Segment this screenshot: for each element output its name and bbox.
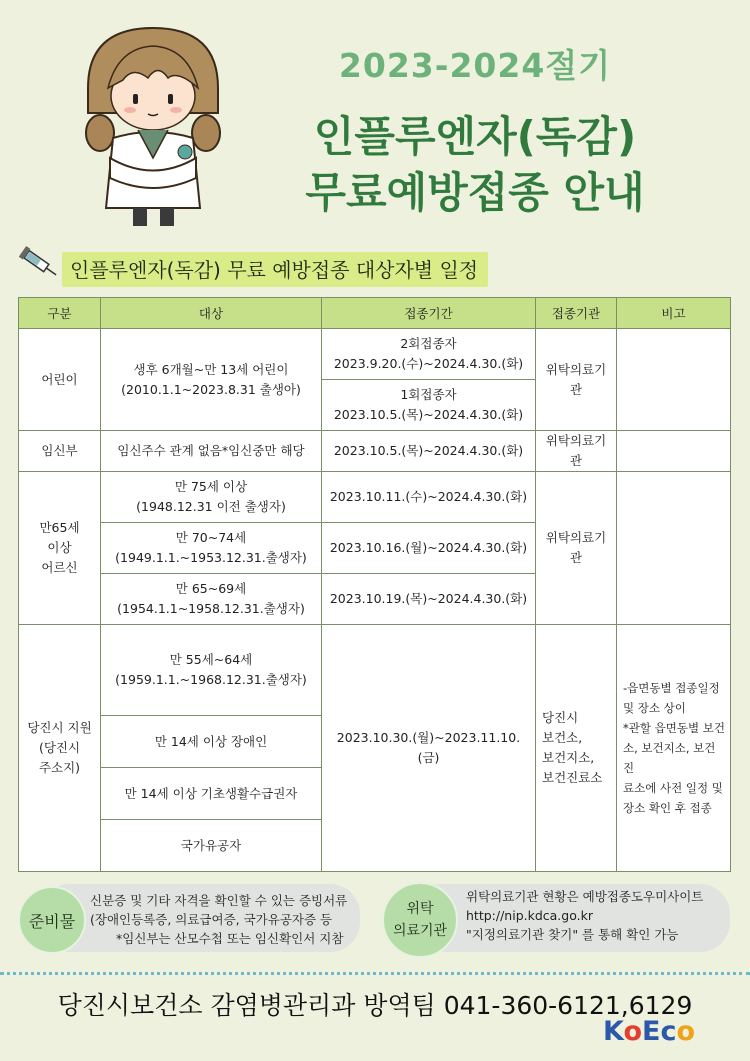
institution-line: 보건진료소 xyxy=(542,770,603,785)
header-note: 비고 xyxy=(617,298,731,329)
target-children xyxy=(101,329,322,431)
target-senior-75 xyxy=(101,472,322,523)
note-dangjin xyxy=(617,625,731,872)
consign-url[interactable]: http://nip.kdca.go.kr xyxy=(466,908,593,923)
consign-badge xyxy=(382,882,458,958)
target-dangjin-disabled: 만 14세 이상 장애인 xyxy=(101,716,322,768)
table-row xyxy=(19,431,731,472)
note-line: 및 장소 상이 xyxy=(623,701,686,715)
category-line: 이상 xyxy=(47,540,72,555)
header-target: 대상 xyxy=(101,298,322,329)
note-pregnant xyxy=(617,431,731,472)
target-dangjin-welfare: 만 14세 이상 기초생활수급권자 xyxy=(101,768,322,820)
institution-dangjin xyxy=(536,625,617,872)
section-heading: 인플루엔자(독감) 무료 예방접종 대상자별 일정 xyxy=(62,252,488,287)
target-line: (1948.12.31 이전 출생자) xyxy=(136,499,286,514)
note-line: -읍면동별 접종일정 xyxy=(623,681,720,695)
schedule-table xyxy=(18,297,731,872)
prep-badge: 준비물 xyxy=(18,886,86,954)
period-senior-65: 2023.10.19.(목)~2024.4.30.(화) xyxy=(322,574,536,625)
table-row xyxy=(19,625,731,716)
institution-children: 위탁의료기관 xyxy=(536,329,617,431)
table-header-row xyxy=(19,298,731,329)
table-row xyxy=(19,329,731,380)
target-line: 생후 6개월~만 13세 어린이 xyxy=(133,361,289,377)
target-line: (2010.1.1~2023.8.31 출생아) xyxy=(121,381,301,397)
category-children: 어린이 xyxy=(19,329,101,431)
note-children xyxy=(617,329,731,431)
period-pregnant: 2023.10.5.(목)~2024.4.30.(화) xyxy=(322,431,536,472)
institution-pregnant: 위탁의료기관 xyxy=(536,431,617,472)
institution-line: 보건지소, xyxy=(542,750,595,765)
target-pregnant: 임신주수 관계 없음*임신중만 해당 xyxy=(101,431,322,472)
category-line: 당진시 지원 xyxy=(27,720,92,735)
period-senior-75: 2023.10.11.(수)~2024.4.30.(화) xyxy=(322,472,536,523)
category-line: 어르신 xyxy=(41,560,78,575)
target-senior-70 xyxy=(101,523,322,574)
dotted-divider xyxy=(0,972,750,975)
target-line: 만 55세~64세 xyxy=(169,652,253,667)
category-line: 만65세 xyxy=(39,520,80,535)
syringe-icon xyxy=(18,245,62,281)
header-period: 접종기간 xyxy=(322,298,536,329)
target-line: 만 70~74세 xyxy=(175,530,247,545)
target-line: (1959.1.1.~1968.12.31.출생자) xyxy=(115,672,307,687)
prep-line: (장애인등록증, 의료급여증, 국가유공자증 등 xyxy=(90,912,333,927)
period-text: 2023.9.20.(수)~2024.4.30.(화) xyxy=(333,356,524,371)
page-title-line2: 무료예방접종 안내 xyxy=(305,168,645,217)
header-category: 구분 xyxy=(19,298,101,329)
dose-label: 1회접종자 xyxy=(400,387,457,402)
page-title-line1: 인플루엔자(독감) xyxy=(313,112,637,161)
prep-text xyxy=(90,891,358,948)
doctor-mascot-illustration xyxy=(78,18,228,230)
period-dose1 xyxy=(322,380,536,431)
table-row xyxy=(19,472,731,523)
institution-line: 당진시 xyxy=(542,710,579,725)
consign-badge-line: 위탁 xyxy=(406,901,434,917)
category-line: (당진시 xyxy=(38,740,81,755)
target-line: 만 65~69세 xyxy=(175,581,247,596)
target-line: 만 75세 이상 xyxy=(174,479,248,494)
note-line: 장소 확인 후 접종 xyxy=(623,801,712,815)
category-line: 주소지) xyxy=(38,760,81,775)
koeco-logo: KoEco xyxy=(603,1016,696,1047)
target-dangjin-veteran: 국가유공자 xyxy=(101,820,322,872)
category-pregnant: 임신부 xyxy=(19,431,101,472)
period-text: 2023.10.5.(목)~2024.4.30.(화) xyxy=(333,407,524,422)
consign-badge-line: 의료기관 xyxy=(392,923,448,939)
category-dangjin xyxy=(19,625,101,872)
note-line: 료소에 사전 일정 및 xyxy=(623,781,723,795)
consign-line: 위탁의료기관 현황은 예방접종도우미사이트 xyxy=(466,889,704,904)
category-seniors xyxy=(19,472,101,625)
consign-line: "지정의료기관 찾기" 를 통해 확인 가능 xyxy=(466,927,679,942)
consign-text xyxy=(466,887,728,944)
note-seniors xyxy=(617,472,731,625)
dose-label: 2회접종자 xyxy=(400,336,457,351)
period-dose2 xyxy=(322,329,536,380)
institution-line: 보건소, xyxy=(542,730,583,745)
period-dangjin: 2023.10.30.(월)~2023.11.10.(금) xyxy=(322,625,536,872)
target-dangjin-55 xyxy=(101,625,322,716)
season-label: 2023-2024절기 xyxy=(338,46,612,85)
note-line: 소, 보건지소, 보건진 xyxy=(623,741,716,775)
target-line: (1949.1.1.~1953.12.31.출생자) xyxy=(115,550,307,565)
header-institution: 접종기관 xyxy=(536,298,617,329)
footer-contact: 당진시보건소 감염병관리과 방역팀 041-360-6121,6129 xyxy=(57,991,693,1020)
target-line: (1954.1.1~1958.12.31.출생자) xyxy=(117,601,305,616)
prep-line: *임신부는 산모수첩 또는 임신확인서 지참 xyxy=(116,931,344,946)
period-senior-70: 2023.10.16.(월)~2024.4.30.(화) xyxy=(322,523,536,574)
target-senior-65 xyxy=(101,574,322,625)
institution-seniors: 위탁의료기관 xyxy=(536,472,617,625)
prep-line: 신분증 및 기타 자격을 확인할 수 있는 증빙서류 xyxy=(90,893,348,908)
note-line: *관할 읍면동별 보건 xyxy=(623,721,725,735)
